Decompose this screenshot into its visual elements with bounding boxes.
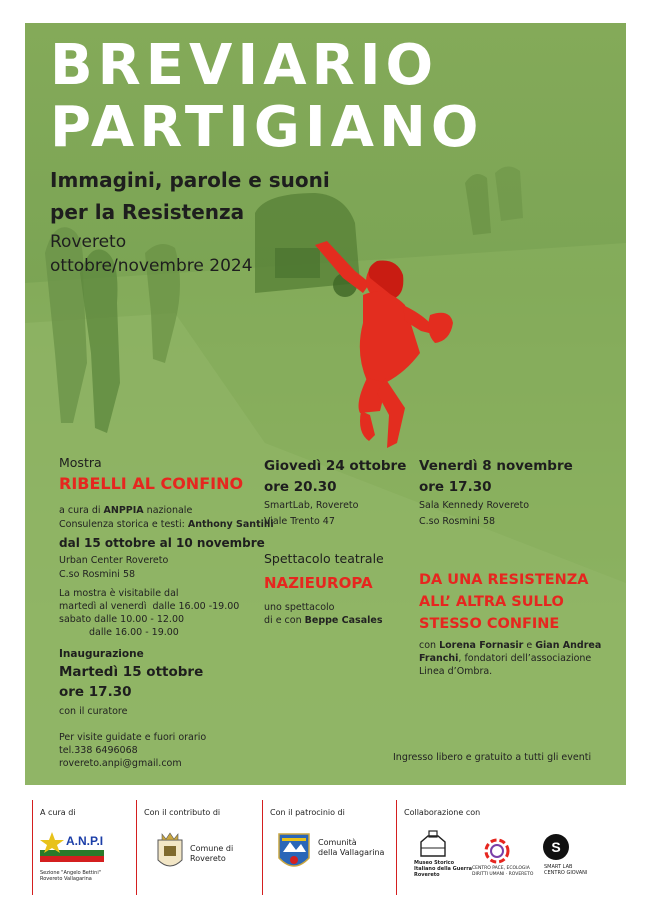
anpi-star-icon (40, 830, 104, 870)
incontro-time: ore 17.30 (419, 479, 492, 495)
subtitle-line-2: per la Resistenza (50, 200, 245, 224)
footer-col-patrocinio (262, 800, 263, 895)
footer-sponsors (0, 800, 649, 918)
spettacolo-time: ore 20.30 (264, 479, 337, 495)
spettacolo-desc-2 (264, 614, 382, 627)
inaug-time: ore 17.30 (59, 684, 132, 700)
city: Rovereto (50, 232, 127, 252)
mostra-venue: Urban Center Rovereto (59, 555, 169, 566)
acura-label: A cura di (40, 808, 76, 817)
curator-prefix: a cura di (59, 505, 104, 516)
curator-suffix: nazionale (143, 505, 193, 516)
contact-email: rovereto.anpi@gmail.com (59, 758, 182, 769)
consult-name: Anthony Santilli (187, 519, 274, 530)
mostra-address: C.so Rosmini 58 (59, 569, 136, 580)
anpi-sub-2: Rovereto Vallagarina (40, 876, 92, 882)
footer-col-contributo (136, 800, 137, 895)
subtitle-line-1: Immagini, parole e suoni (50, 168, 330, 192)
spettacolo-heading: Spettacolo teatrale (264, 551, 384, 566)
incontro-desc (419, 652, 619, 665)
centro-pace-logo-icon (484, 838, 510, 868)
anpi-name-hidden (40, 870, 101, 882)
museo-text (414, 860, 472, 878)
incontro-address: C.so Rosmini 58 (419, 516, 496, 527)
smart-line-2: CENTRO GIOVANI (544, 870, 588, 876)
centro-line-2: DIRITTI UMANI · ROVERETO (472, 872, 534, 877)
museo-line-2: Italiano della Guerra (414, 866, 473, 872)
incontro-description: , fondatori dell’associazione (458, 653, 592, 664)
collab-label: Collaborazione con (404, 808, 481, 817)
smart-lab-text (544, 864, 587, 876)
title-line-1: BREVIARIO (50, 33, 439, 98)
spettacolo-venue: SmartLab, Rovereto (264, 500, 359, 511)
inaug-with: con il curatore (59, 706, 128, 717)
svg-text:A.N.P.I: A.N.P.I (66, 834, 104, 848)
anpi-sub-1: Sezione "Angelo Bettini" (40, 870, 102, 876)
with-prefix: con (419, 640, 440, 651)
incontro-date: Venerdì 8 novembre (419, 458, 573, 474)
curator-name: ANPPIA (103, 505, 144, 516)
and-word: e (523, 640, 536, 651)
smart-line-1: SMART LAB (544, 864, 573, 870)
incontro-venue: Sala Kennedy Rovereto (419, 500, 530, 511)
contributo-label: Con il contributo di (144, 808, 221, 817)
mostra-hours-1: martedì al venerdì dalle 16.00 -19.00 (59, 601, 240, 612)
mostra-period: dal 15 ottobre al 10 novembre (59, 536, 265, 550)
visits-info: Per visite guidate e fuori orario (59, 732, 207, 743)
title-line-2: PARTIGIANO (50, 95, 484, 160)
museo-line-3: Rovereto (414, 872, 440, 878)
mostra-title: RIBELLI AL CONFINO (59, 474, 244, 493)
svg-text:S: S (551, 839, 561, 855)
contact-phone: tel.338 6496068 (59, 745, 138, 756)
centro-pace-text (472, 866, 533, 878)
mostra-heading: Mostra (59, 455, 102, 470)
spettacolo-title: NAZIEUROPA (264, 574, 373, 592)
comune-line-2: Rovereto (190, 854, 226, 863)
consult-prefix: Consulenza storica e testi: (59, 519, 188, 530)
incontro-title-1: DA UNA RESISTENZA (419, 572, 589, 588)
incontro-guests (419, 639, 619, 652)
museo-line-1: Museo Storico (414, 860, 455, 866)
inaug-date: Martedì 15 ottobre (59, 664, 204, 680)
incontro-title-2: ALL’ ALTRA SULLO (419, 594, 564, 610)
spettacolo-date: Giovedì 24 ottobre (264, 458, 407, 474)
inaug-label: Inaugurazione (59, 648, 144, 660)
smart-lab-logo-icon (543, 834, 569, 864)
museo-guerra-logo-icon (418, 830, 448, 862)
guest-2a: Gian Andrea (535, 640, 602, 651)
guest-1: Lorena Fornasir (439, 640, 524, 651)
footer-col-acura (32, 800, 33, 895)
spettacolo-desc-1: uno spettacolo (264, 602, 335, 613)
comunita-line-2: della Vallagarina (318, 848, 385, 857)
mostra-hours-intro: La mostra è visitabile dal (59, 588, 179, 599)
mostra-curator (59, 504, 192, 517)
performer-name: Beppe Casales (304, 615, 383, 626)
free-entry: Ingresso libero e gratuito a tutti gli eventi (393, 752, 592, 763)
incontro-title-3: STESSO CONFINE (419, 616, 560, 632)
dates: ottobre/novembre 2024 (50, 256, 253, 276)
centro-line-1: CENTRO PACE, ECOLOGIA (472, 866, 530, 871)
desc2-prefix: di e con (264, 615, 305, 626)
comunita-line-1: Comunità (318, 838, 357, 847)
poster (25, 23, 626, 785)
mostra-hours-2: sabato dalle 10.00 - 12.00 (59, 614, 185, 625)
vallagarina-crest-icon (276, 830, 312, 880)
comune-line-1: Comune di (190, 844, 234, 853)
rovereto-crest-icon (154, 830, 186, 878)
incontro-org: Linea d’Ombra. (419, 666, 493, 677)
footer-col-collaborazione (396, 800, 397, 895)
anpi-logo (40, 830, 104, 870)
mostra-consult (59, 518, 274, 531)
mostra-hours-3: dalle 16.00 - 19.00 (89, 627, 179, 638)
spettacolo-address: Viale Trento 47 (264, 516, 335, 527)
patrocinio-label: Con il patrocinio di (270, 808, 345, 817)
guest-2b: Franchi (419, 653, 459, 664)
